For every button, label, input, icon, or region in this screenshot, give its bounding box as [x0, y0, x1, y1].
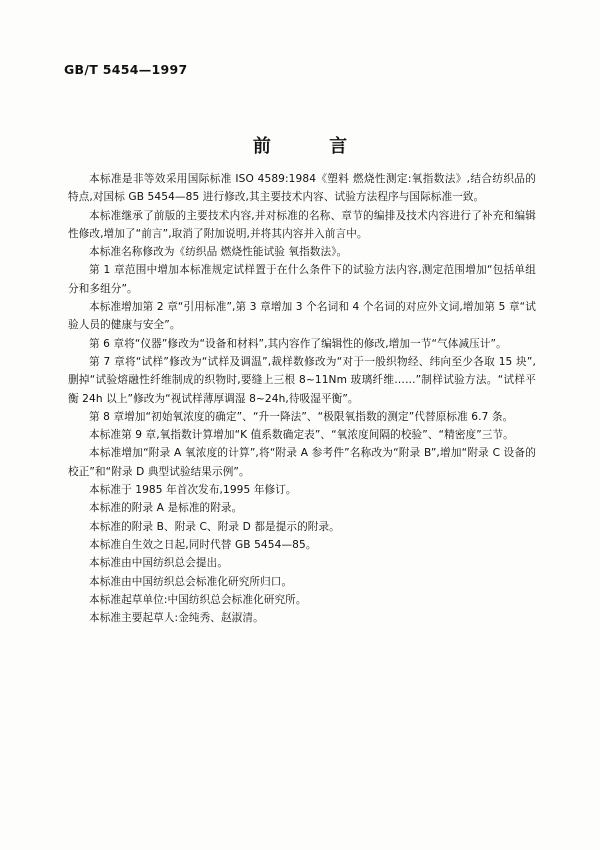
- paragraph: 第 8 章增加“初始氧浓度的确定”、“升一降法”、“极限氧指数的测定”代替原标准 6.7 条。: [89, 410, 514, 423]
- paragraph: 本标准第 9 章,氧指数计算增加“K 值系数确定表”、“氧浓度间隔的校验”、“精密度”三节。: [89, 429, 514, 442]
- paragraph: 本标准自生效之日起,同时代替 GB 5454—85。: [89, 538, 317, 551]
- paragraph: 本标准继承了前版的主要技术内容,并对标准的名称、章节的编排及技术内容进行了补充和编辑性修改,增加了“前言”,取消了附加说明,并将其内容并入前言中。: [68, 209, 536, 240]
- standard-code: GB/T 5454—1997: [64, 62, 188, 77]
- paragraph: 第 7 章将“试样”修改为“试样及调温”,裁样数修改为“对于一般织物经、纬向至少各取 15 块”,删掉“试验熔融性纤维制成的织物时,要缝上三根 8~11Nm 玻璃纤维……”制样试验方法。“试样平衡 24h 以上”修改为“视试样薄厚调湿 8~24h,待吸湿平衡”。: [68, 355, 536, 405]
- paragraph: 本标准起草单位:中国纺织总会标准化研究所。: [89, 593, 307, 606]
- paragraph: 本标准由中国纺织总会标准化研究所归口。: [89, 575, 293, 588]
- paragraph: 本标准由中国纺织总会提出。: [89, 557, 229, 570]
- paragraph: 本标准于 1985 年首次发布,1995 年修订。: [89, 484, 297, 497]
- paragraph: 本标准名称修改为《纺织品 燃烧性能试验 氧指数法》。: [89, 246, 348, 259]
- paragraph: 本标准的附录 B、附录 C、附录 D 都是提示的附录。: [89, 520, 340, 533]
- paragraph: 本标准的附录 A 是标准的附录。: [89, 502, 243, 515]
- paragraph: 本标准增加第 2 章“引用标准”,第 3 章增加 3 个名词和 4 个名词的对应外文词,增加第 5 章“试验人员的健康与安全”。: [68, 301, 536, 332]
- paragraph: 本标准主要起草人:金纯秀、赵淑清。: [89, 612, 264, 625]
- paragraph: 本标准增加“附录 A 氧浓度的计算”,将“附录 A 参考件”名称改为“附录 B”,增加“附录 C 设备的校正”和“附录 D 典型试验结果示例”。: [68, 447, 536, 478]
- page-title: 前 言: [252, 136, 374, 157]
- paragraph: 第 1 章范围中增加本标准规定试样置于在什么条件下的试验方法内容,测定范围增加“包括单组分和多组分”。: [68, 264, 536, 295]
- paragraph: 本标准是非等效采用国际标准 ISO 4589:1984《塑料 燃烧性测定:氧指数法》,结合纺织品的特点,对国标 GB 5454—85 进行修改,其主要技术内容、试验方法程序与国际标准一致。: [68, 173, 536, 204]
- foreword-body: [68, 170, 536, 627]
- paragraph: 第 6 章将“仪器”修改为“设备和材料”,其内容作了编辑性的修改,增加一节“气体减压计”。: [89, 337, 507, 350]
